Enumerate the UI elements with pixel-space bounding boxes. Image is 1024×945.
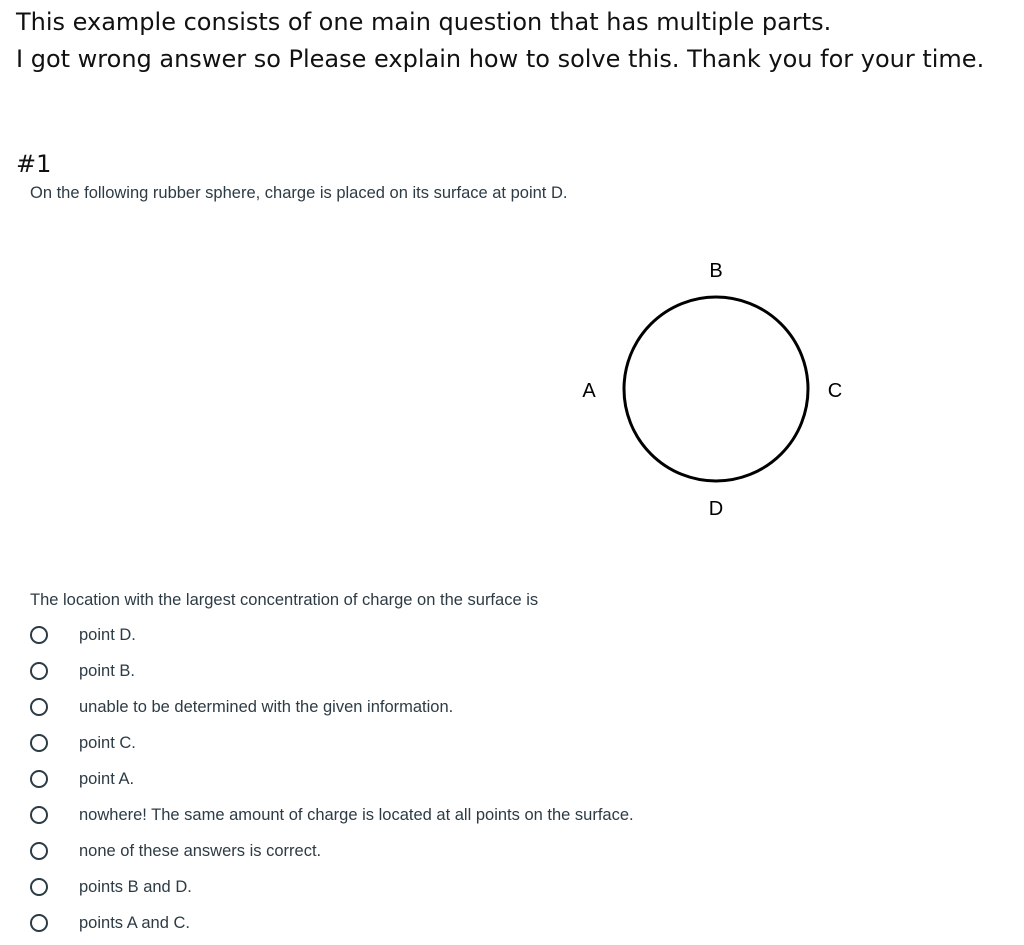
intro-line-1: This example consists of one main question that has multiple parts. [16,8,832,36]
answer-option[interactable] [30,797,634,833]
question-stem: The location with the largest concentration of charge on the surface is [30,591,539,609]
answer-option[interactable] [30,905,634,941]
answer-option[interactable] [30,689,634,725]
answer-options [30,617,634,941]
radio-button-icon[interactable] [30,734,48,752]
answer-option-label: none of these answers is correct. [79,841,322,860]
answer-option-label: nowhere! The same amount of charge is located at all points on the surface. [79,805,634,824]
sphere-diagram [560,250,880,530]
label-point-b: B [709,260,723,282]
answer-option-label: points B and D. [79,877,192,896]
radio-button-icon[interactable] [30,878,48,896]
answer-option-label: point C. [79,733,136,752]
answer-option[interactable] [30,653,634,689]
radio-button-icon[interactable] [30,806,48,824]
label-point-a: A [582,380,596,402]
radio-button-icon[interactable] [30,770,48,788]
answer-option[interactable] [30,617,634,653]
radio-button-icon[interactable] [30,626,48,644]
radio-button-icon[interactable] [30,842,48,860]
answer-option[interactable] [30,833,634,869]
radio-button-icon[interactable] [30,662,48,680]
label-point-c: C [827,380,843,402]
radio-button-icon[interactable] [30,914,48,932]
answer-option[interactable] [30,761,634,797]
answer-option-label: point D. [79,625,136,644]
answer-option-label: unable to be determined with the given information. [79,697,454,716]
rubber-sphere [624,297,808,481]
answer-option-label: point B. [79,661,135,680]
answer-option[interactable] [30,869,634,905]
question-prompt: On the following rubber sphere, charge is placed on its surface at point D. [30,184,568,202]
answer-option[interactable] [30,725,634,761]
answer-option-label: point A. [79,769,135,788]
sphere-figure [560,250,880,530]
intro-line-2: I got wrong answer so Please explain how to solve this. Thank you for your time. [16,45,985,73]
radio-button-icon[interactable] [30,698,48,716]
question-number: #1 [16,150,52,178]
intro-text [16,4,984,78]
label-point-d: D [708,498,724,520]
answer-option-label: points A and C. [79,913,190,932]
